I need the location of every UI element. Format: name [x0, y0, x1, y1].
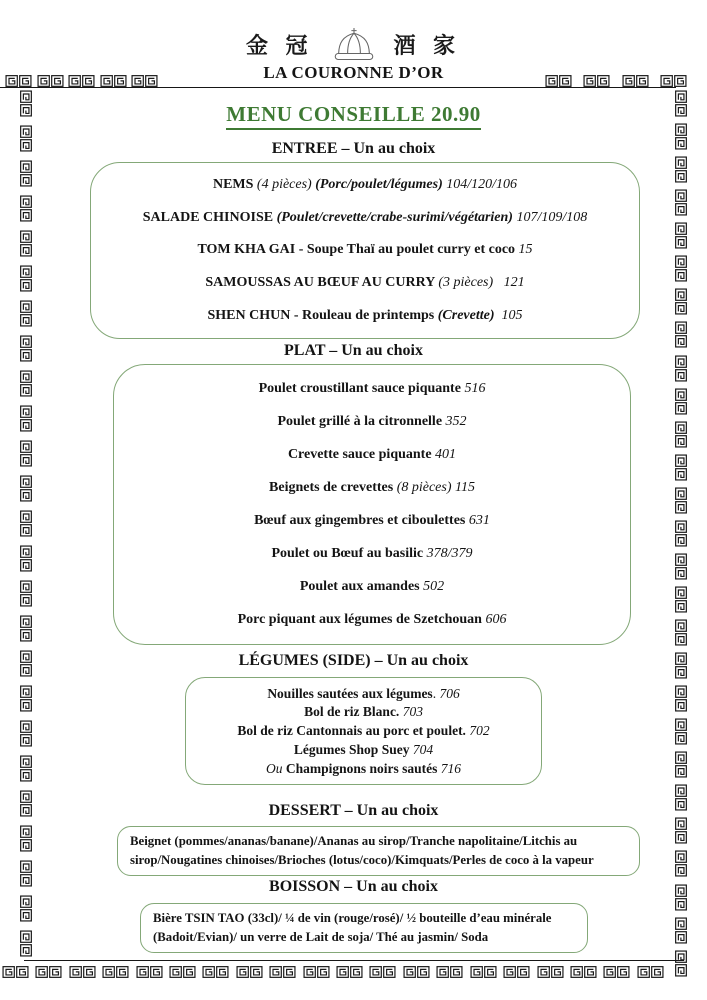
menu-item: TOM KHA GAI - Soupe Thaï au poulet curry et coco 15 [197, 242, 533, 258]
legumes-box [185, 677, 542, 785]
menu-item: Ou Champignons noirs sautés 716 [265, 760, 462, 776]
menu-item: Beignets de crevettes (8 pièces) 115 [269, 480, 475, 496]
menu-item: Bœuf aux gingembres et ciboulettes 631 [254, 512, 490, 528]
plat-box [113, 364, 631, 645]
section-heading-dessert: DESSERT – Un au choix [268, 802, 439, 819]
menu-item: Poulet grillé à la citronnelle 352 [277, 414, 467, 430]
menu-item: Poulet aux amandes 502 [299, 578, 445, 594]
menu-item: Bol de riz Cantonnais au porc et poulet. 702 [237, 723, 490, 739]
greek-key-border-bottom [2, 964, 664, 979]
menu-item: Poulet ou Bœuf au basilic 378/379 [271, 545, 473, 561]
dessert-box [117, 826, 640, 876]
entree-box [90, 162, 640, 339]
menu-item: SAMOUSSAS AU BŒUF AU CURRY (3 pièces) 121 [205, 275, 525, 291]
menu-item: Légumes Shop Suey 704 [293, 742, 434, 758]
section-heading-plat: PLAT – Un au choix [284, 342, 423, 359]
restaurant-name: LA COURONNE D’OR [263, 63, 444, 82]
section-heading-boisson: BOISSON – Un au choix [269, 878, 438, 895]
greek-key-border-left [19, 90, 33, 957]
menu-item: Poulet croustillant sauce piquante 516 [258, 381, 486, 397]
menu-item: Bière TSIN TAO (33cl)/ ¼ de vin (rouge/rosé)/ ½ bouteille d’eau minérale (Badoit/Evian)/ un verre de Lait de soja/ Thé au jasmin/ Soda [153, 910, 552, 944]
header-divider-line [0, 87, 676, 88]
boisson-box [140, 903, 588, 953]
chinese-text-left: 金 冠 [245, 33, 314, 58]
menu-item: Beignet (pommes/ananas/banane)/Ananas au sirop/Tranche napolitaine/Litchis au sirop/Nougatines chinoises/Brioches (lotus/coco)/Kimquats/Perles de coco à la vapeur [130, 833, 594, 867]
menu-item: SHEN CHUN - Rouleau de printemps (Crevette) 105 [207, 307, 523, 323]
menu-item: Porc piquant aux légumes de Szetchouan 606 [237, 611, 507, 627]
footer-divider-line [24, 960, 684, 961]
menu-item: Nouilles sautées aux légumes. 706 [267, 685, 460, 701]
menu-item: NEMS (4 pièces) (Porc/poulet/légumes) 104/120/106 [212, 177, 518, 193]
restaurant-chinese-name [0, 26, 707, 63]
section-heading-legumes: LÉGUMES (SIDE) – Un au choix [238, 652, 469, 669]
menu-item: Crevette sauce piquante 401 [287, 447, 457, 463]
greek-key-border-right [674, 90, 688, 977]
chinese-text-right: 酒 家 [393, 33, 462, 58]
menu-title: MENU CONSEILLE 20.90 [0, 102, 707, 130]
crown-icon [330, 26, 378, 63]
menu-item: Bol de riz Blanc. 703 [304, 704, 423, 720]
section-heading-entree: ENTREE – Un au choix [271, 140, 436, 157]
menu-item: SALADE CHINOISE (Poulet/crevette/crabe-surimi/végétarien) 107/109/108 [142, 209, 588, 225]
